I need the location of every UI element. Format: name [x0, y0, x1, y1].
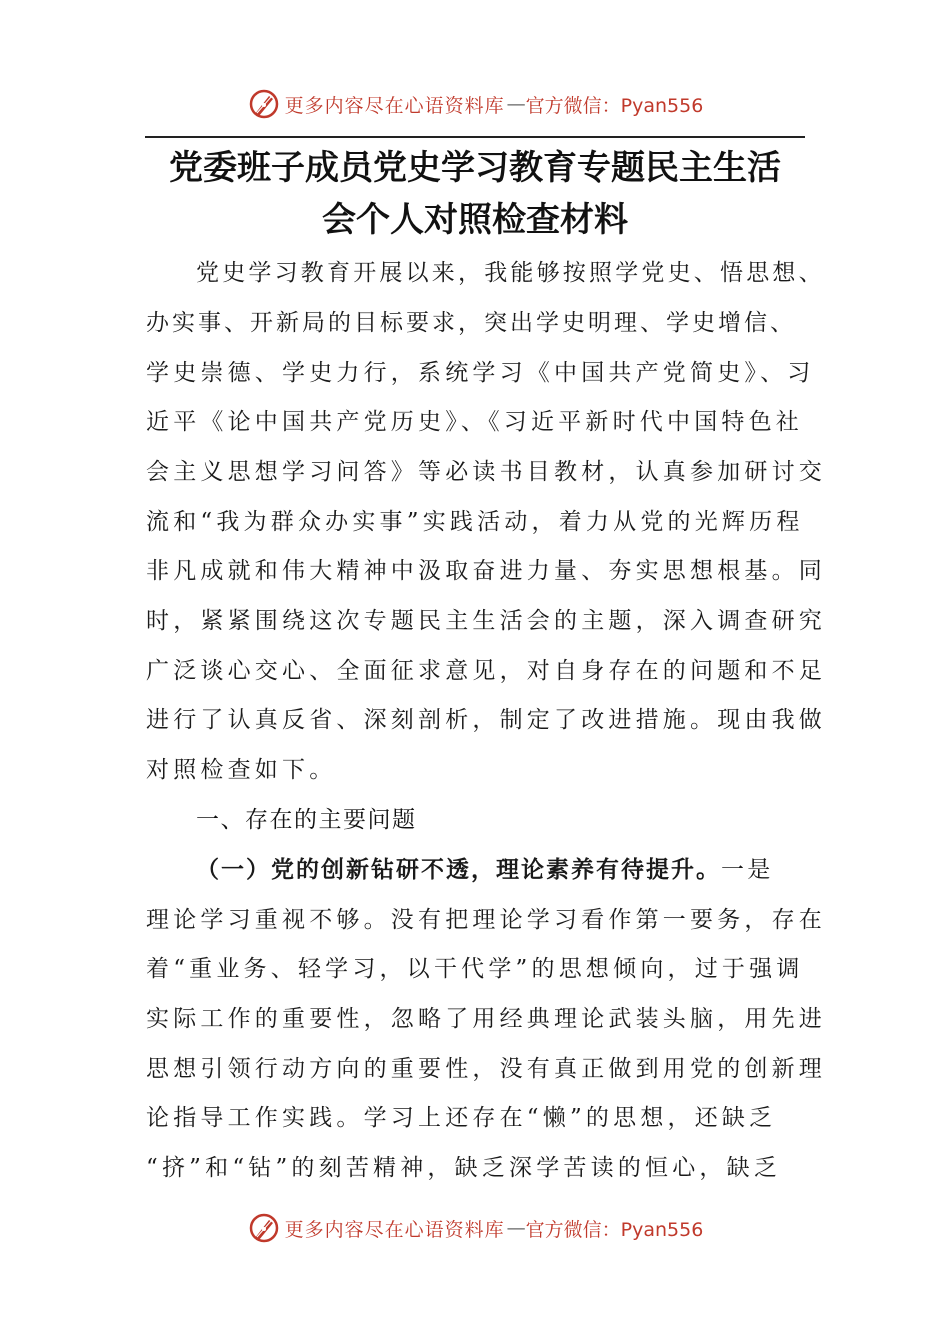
banner-separator: — [506, 1217, 526, 1239]
paragraph-line: “挤”和“钻”的刻苦精神，缺乏深学苦读的恒心，缺乏 [146, 1155, 782, 1181]
paragraph-line: 办实事、开新局的目标要求，突出学史明理、学史增信、 [146, 310, 796, 336]
paragraph-line: 广泛谈心交心、全面征求意见，对自身存在的问题和不足 [146, 658, 826, 684]
paragraph-line: 思想引领行动方向的重要性，没有真正做到用党的创新理 [146, 1056, 826, 1082]
paragraph-line: 时，紧紧围绕这次专题民主生活会的主题，深入调查研究 [146, 608, 826, 634]
document-title-line-1: 党委班子成员党史学习教育专题民主生活 [169, 148, 781, 188]
pen-nib-logo-icon [247, 87, 281, 121]
header-rule [145, 136, 805, 138]
banner-contact: 官方微信：Pyan556 [525, 94, 704, 117]
banner-separator: — [506, 93, 526, 115]
subsection-line [196, 855, 773, 885]
section-heading: 一、存在的主要问题 [196, 807, 417, 833]
paragraph-line: 近平《论中国共产党历史》、《习近平新时代中国特色社 [146, 409, 803, 435]
paragraph-line: 着“重业务、轻学习，以干代学”的思想倾向，过于强调 [146, 956, 804, 982]
banner-contact: 官方微信：Pyan556 [525, 1218, 704, 1241]
subsection-title: （一）党的创新钻研不透，理论素养有待提升。 [196, 856, 721, 883]
paragraph-line: 流和“我为群众办实事”实践活动，着力从党的光辉历程 [146, 509, 804, 535]
paragraph-line: 进行了认真反省、深刻剖析，制定了改进措施。现由我做 [146, 707, 826, 733]
paragraph-line: 理论学习重视不够。没有把理论学习看作第一要务，存在 [146, 907, 826, 933]
paragraph-line: 党史学习教育开展以来，我能够按照学党史、悟思想、 [196, 260, 825, 286]
banner-text: 更多内容尽在心语资料库 [284, 1218, 505, 1241]
subsection-lead-text: 一是 [721, 857, 774, 883]
pen-nib-logo-icon [247, 1211, 281, 1245]
paragraph-line: 非凡成就和伟大精神中汲取奋进力量、夯实思想根基。同 [146, 558, 826, 584]
paragraph-line: 对照检查如下。 [146, 757, 337, 783]
paragraph-line: 会主义思想学习问答》等必读书目教材，认真参加研讨交 [146, 459, 826, 485]
paragraph-line: 论指导工作实践。学习上还存在“懒”的思想，还缺乏 [146, 1105, 777, 1131]
paragraph-line: 学史崇德、学史力行，系统学习《中国共产党简史》、习 [146, 360, 815, 386]
header-banner [0, 84, 950, 124]
document-title-line-2: 会个人对照检查材料 [322, 200, 628, 240]
paragraph-line: 实际工作的重要性，忽略了用经典理论武装头脑，用先进 [146, 1006, 826, 1032]
banner-text: 更多内容尽在心语资料库 [284, 94, 505, 117]
footer-banner [0, 1208, 950, 1248]
